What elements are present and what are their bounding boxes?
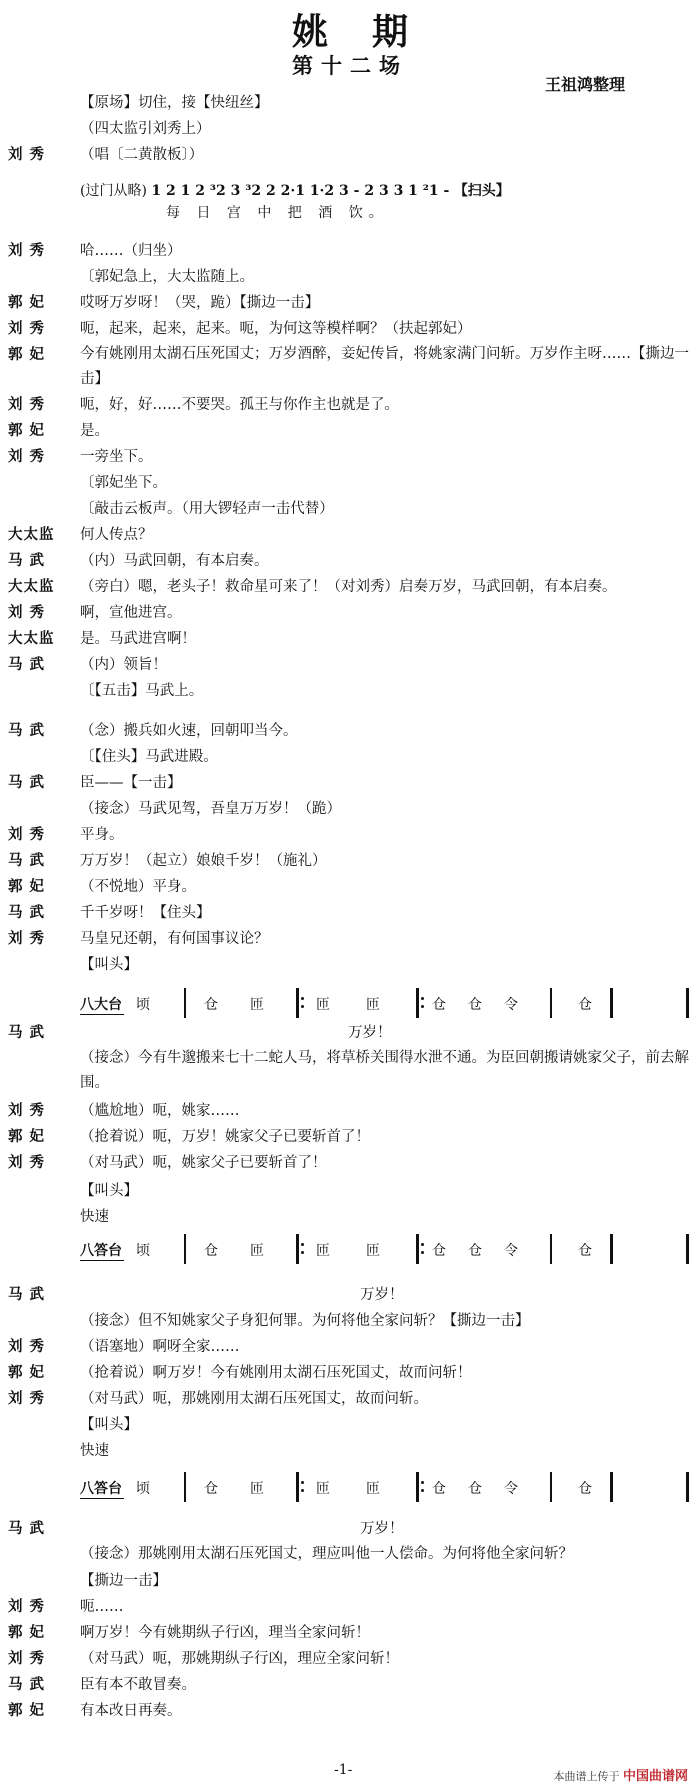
speaker-name: 大太监	[8, 578, 55, 595]
script-line	[0, 1334, 700, 1360]
line-text: 【原场】切住，接【快纽丝】	[80, 95, 269, 111]
speaker-name: 刘 秀	[8, 604, 46, 621]
speaker-name: 郭 妃	[8, 294, 46, 311]
speaker-name: 马 武	[8, 1286, 46, 1303]
percussion-cell: 匝	[366, 1481, 380, 1497]
speaker-name: 郭 妃	[8, 1128, 46, 1145]
line-text: 哈……（归坐）	[80, 243, 182, 259]
script-line	[0, 1672, 700, 1698]
script-line	[0, 116, 700, 142]
script-line	[0, 626, 700, 652]
speaker-name: 刘 秀	[8, 1338, 46, 1355]
script-line	[0, 1386, 700, 1412]
notation-melody: 1 2 1 2 ³2 3 ³2 2 2·1 1·2 3 - 2 3 3 1 ²1 -	[151, 183, 450, 199]
percussion-cell: 仓	[468, 1481, 482, 1497]
script-line	[0, 1568, 700, 1594]
barline	[184, 988, 186, 1018]
repeat-dots	[421, 1478, 424, 1496]
label-underline	[80, 1260, 124, 1261]
barline	[184, 1472, 186, 1502]
script-line	[0, 600, 700, 626]
line-text: 万岁！	[348, 1025, 392, 1041]
line-text: 〔【五击】马武上。	[80, 683, 204, 699]
script-line	[0, 1046, 700, 1091]
line-text: 臣——【一击】	[80, 775, 182, 791]
speaker-name: 郭 妃	[8, 346, 46, 363]
speaker-name: 刘 秀	[8, 320, 46, 337]
barline	[416, 988, 419, 1018]
speaker-name: 大太监	[8, 526, 55, 543]
repeat-dots	[301, 1240, 304, 1258]
percussion-row	[80, 1234, 692, 1264]
speaker-name: 大太监	[8, 630, 55, 647]
barline	[184, 1234, 186, 1264]
line-text: 快速	[80, 1209, 109, 1225]
line-text: 一旁坐下。	[80, 449, 153, 465]
script-line	[0, 1308, 700, 1334]
speaker-name: 马 武	[8, 852, 46, 869]
speaker-name: 刘 秀	[8, 242, 46, 259]
repeat-dots	[421, 994, 424, 1012]
script-line	[0, 1150, 700, 1176]
speaker-name: 刘 秀	[8, 1154, 46, 1171]
line-text: 〔【住头】马武进殿。	[80, 749, 218, 765]
jianpu-notation	[80, 180, 510, 200]
line-text: （尴尬地）呃，姚家……	[80, 1103, 240, 1119]
line-text: （接念）那姚刚用太湖石压死国丈，理应叫他一人偿命。为何将他全家问斩？	[80, 1546, 573, 1562]
speaker-name: 刘 秀	[8, 930, 46, 947]
percussion-cell: 仓	[578, 997, 592, 1013]
line-text: 〔郭妃坐下。	[80, 475, 167, 491]
percussion-cell: 仓	[432, 997, 446, 1013]
speaker-name: 马 武	[8, 1520, 46, 1537]
line-text: 呃，起来，起来，起来。呃，为何这等模样啊？（扶起郭妃）	[80, 321, 472, 337]
script-line	[0, 1698, 700, 1724]
line-text: 何人传点？	[80, 527, 153, 543]
line-text: （对马武）呃，那姚刚用太湖石压死国丈，故而问斩。	[80, 1391, 428, 1407]
percussion-cell: 仓	[204, 997, 218, 1013]
line-text: 马皇兄还朝，有何国事议论？	[80, 931, 269, 947]
line-text: （接念）马武见驾，吾皇万万岁！（跪）	[80, 801, 341, 817]
script-line	[0, 1020, 700, 1046]
percussion-cell: 匝	[366, 997, 380, 1013]
script-line	[0, 1646, 700, 1672]
upload-credit	[553, 1765, 688, 1784]
line-text: 【撕边一击】	[80, 1573, 167, 1589]
speaker-name: 郭 妃	[8, 1364, 46, 1381]
line-text: （接念）但不知姚家父子身犯何罪。为何将他全家问斩？【撕边一击】	[80, 1313, 530, 1329]
percussion-cell: 仓	[578, 1481, 592, 1497]
line-text: 【叫头】	[80, 1183, 138, 1199]
line-text: （对马武）呃，姚家父子已要斩首了！	[80, 1155, 327, 1171]
script-line	[0, 1124, 700, 1150]
script-line	[0, 444, 700, 470]
line-text: 万万岁！（起立）娘娘千岁！（施礼）	[80, 853, 327, 869]
speaker-name: 马 武	[8, 1676, 46, 1693]
script-line	[0, 926, 700, 952]
speaker-name: 郭 妃	[8, 878, 46, 895]
speaker-name: 刘 秀	[8, 1598, 46, 1615]
percussion-cell: 匝	[316, 1243, 330, 1259]
script-line	[0, 796, 700, 822]
barline	[296, 1472, 299, 1502]
script-line	[0, 238, 700, 264]
percussion-cell: 令	[504, 1243, 518, 1259]
barline	[416, 1472, 419, 1502]
speaker-name: 刘 秀	[8, 448, 46, 465]
end-barline	[686, 1234, 689, 1264]
script-line	[0, 1178, 700, 1204]
script-line	[0, 744, 700, 770]
line-text: 是。	[80, 423, 109, 439]
line-text: 〔郭妃急上，大太监随上。	[80, 269, 254, 285]
script-line	[0, 418, 700, 444]
barline	[550, 1472, 552, 1502]
notation-lyrics: 每 日 宫 中 把 酒 饮。	[166, 205, 389, 221]
line-text: （语塞地）啊呀全家……	[80, 1339, 240, 1355]
speaker-name: 刘 秀	[8, 826, 46, 843]
speaker-name: 马 武	[8, 552, 46, 569]
script-line	[0, 290, 700, 316]
percussion-cell: 顷	[136, 1481, 150, 1497]
script-line	[0, 392, 700, 418]
script-line	[0, 316, 700, 342]
script-line	[0, 678, 700, 704]
percussion-cell: 匝	[250, 1481, 264, 1497]
script-line	[0, 1412, 700, 1438]
page-number: -1-	[334, 1762, 353, 1778]
speaker-name: 马 武	[8, 774, 46, 791]
upload-text: 本曲谱上传于	[553, 1770, 620, 1783]
percussion-cell: 仓	[432, 1481, 446, 1497]
percussion-cell: 仓	[204, 1243, 218, 1259]
speaker-name: 刘 秀	[8, 1390, 46, 1407]
script-line	[0, 264, 700, 290]
script-line	[0, 90, 700, 116]
speaker-name: 郭 妃	[8, 1624, 46, 1641]
percussion-cell: 匝	[316, 1481, 330, 1497]
line-text: 【叫头】	[80, 1417, 138, 1433]
script-line	[0, 342, 700, 387]
barline	[610, 988, 613, 1018]
line-text: （不悦地）平身。	[80, 879, 196, 895]
script-line	[0, 822, 700, 848]
script-line	[0, 1594, 700, 1620]
percussion-cell: 顷	[136, 997, 150, 1013]
speaker-name: 刘 秀	[8, 1650, 46, 1667]
speaker-name: 马 武	[8, 722, 46, 739]
notation-end: 【扫头】	[453, 183, 510, 199]
percussion-cell: 顷	[136, 1243, 150, 1259]
line-text: 呃……	[80, 1599, 124, 1615]
line-text: （旁白）嗯，老头子！救命星可来了！（对刘秀）启奏万岁，马武回朝，有本启奏。	[80, 579, 617, 595]
speaker-name: 郭 妃	[8, 1702, 46, 1719]
script-line	[0, 1204, 700, 1230]
script-line	[0, 574, 700, 600]
script-line	[0, 496, 700, 522]
repeat-dots	[301, 994, 304, 1012]
line-text: （对马武）呃，那姚期纵子行凶，理应全家问斩！	[80, 1651, 399, 1667]
line-text: （四太监引刘秀上）	[80, 121, 211, 137]
percussion-cell: 匝	[316, 997, 330, 1013]
script-line	[0, 848, 700, 874]
percussion-cell: 匝	[366, 1243, 380, 1259]
percussion-cell: 匝	[250, 997, 264, 1013]
percussion-cell: 仓	[204, 1481, 218, 1497]
line-text: 呃，好，好……不要哭。孤王与你作主也就是了。	[80, 397, 399, 413]
line-text: 〔敲击云板声。（用大锣轻声一击代替）	[80, 501, 334, 517]
script-line	[0, 1516, 700, 1542]
line-text: 啊万岁！今有姚期纵子行凶，理当全家问斩！	[80, 1625, 370, 1641]
line-text: （内）马武回朝，有本启奏。	[80, 553, 269, 569]
percussion-row	[80, 1472, 692, 1502]
script-line	[0, 142, 700, 168]
line-text: 哎呀万岁呀！（哭，跪）【撕边一击】	[80, 295, 320, 311]
page-title: 姚期	[291, 11, 452, 53]
barline	[610, 1234, 613, 1264]
percussion-cell: 仓	[468, 997, 482, 1013]
line-text: 平身。	[80, 827, 124, 843]
script-line	[0, 900, 700, 926]
speaker-name: 马 武	[8, 1024, 46, 1041]
end-barline	[686, 988, 689, 1018]
barline	[296, 988, 299, 1018]
percussion-cell: 匝	[250, 1243, 264, 1259]
line-text: 快速	[80, 1443, 109, 1459]
script-line	[0, 548, 700, 574]
line-text: 【叫头】	[80, 957, 138, 973]
line-text: （抢着说）呃，万岁！姚家父子已要斩首了！	[80, 1129, 370, 1145]
script-line	[0, 1542, 700, 1568]
line-text: （唱〔二黄散板〕）	[80, 147, 204, 163]
line-text: （抢着说）啊万岁！今有姚刚用太湖石压死国丈，故而问斩！	[80, 1365, 472, 1381]
line-text: （接念）今有牛邈搬来七十二蛇人马，将草桥关围得水泄不通。为臣回朝搬请姚家父子，前去解围。	[80, 1050, 689, 1091]
site-logo-text: 中国曲谱网	[622, 1769, 688, 1784]
repeat-dots	[301, 1478, 304, 1496]
percussion-cell: 仓	[468, 1243, 482, 1259]
line-text: （念）搬兵如火速，回朝叩当今。	[80, 723, 298, 739]
script-line	[0, 952, 700, 978]
label-underline	[80, 1498, 124, 1499]
speaker-name: 刘 秀	[8, 146, 46, 163]
notation-prefix: (过门从略)	[80, 183, 147, 199]
script-line	[0, 1360, 700, 1386]
script-line	[0, 874, 700, 900]
script-line	[0, 470, 700, 496]
percussion-cell: 仓	[578, 1243, 592, 1259]
line-text: 有本改日再奏。	[80, 1703, 182, 1719]
speaker-name: 郭 妃	[8, 422, 46, 439]
speaker-name: 马 武	[8, 656, 46, 673]
script-line	[0, 1438, 700, 1464]
percussion-row	[80, 988, 692, 1018]
arranger-credit: 王祖鸿整理	[545, 75, 626, 94]
line-text: 是。马武进宫啊！	[80, 631, 196, 647]
script-line	[0, 718, 700, 744]
percussion-cell: 令	[504, 1481, 518, 1497]
barline	[296, 1234, 299, 1264]
line-text: 千千岁呀！【住头】	[80, 905, 211, 921]
line-text: （内）领旨！	[80, 657, 167, 673]
script-line	[0, 652, 700, 678]
script-line	[0, 522, 700, 548]
script-line	[0, 1282, 700, 1308]
percussion-label: 八答台	[80, 1481, 122, 1497]
end-barline	[686, 1472, 689, 1502]
line-text: 臣有本不敢冒奏。	[80, 1677, 196, 1693]
speaker-name: 刘 秀	[8, 1102, 46, 1119]
line-text: 万岁！	[360, 1287, 404, 1303]
barline	[550, 988, 552, 1018]
barline	[550, 1234, 552, 1264]
line-text: 今有姚刚用太湖石压死国丈；万岁酒醉，妾妃传旨，将姚家满门问斩。万岁作主呀……【撕边一击】	[80, 346, 689, 387]
percussion-label: 八答台	[80, 1243, 122, 1259]
script-line	[0, 770, 700, 796]
line-text: 万岁！	[360, 1521, 404, 1537]
barline	[416, 1234, 419, 1264]
scene-subtitle: 第十二场	[292, 53, 408, 78]
barline	[610, 1472, 613, 1502]
percussion-label: 八大台	[80, 997, 122, 1013]
line-text: 啊，宣他进宫。	[80, 605, 182, 621]
percussion-cell: 令	[504, 997, 518, 1013]
repeat-dots	[421, 1240, 424, 1258]
script-line	[0, 1098, 700, 1124]
speaker-name: 马 武	[8, 904, 46, 921]
speaker-name: 刘 秀	[8, 396, 46, 413]
label-underline	[80, 1014, 124, 1015]
script-line	[0, 1620, 700, 1646]
percussion-cell: 仓	[432, 1243, 446, 1259]
